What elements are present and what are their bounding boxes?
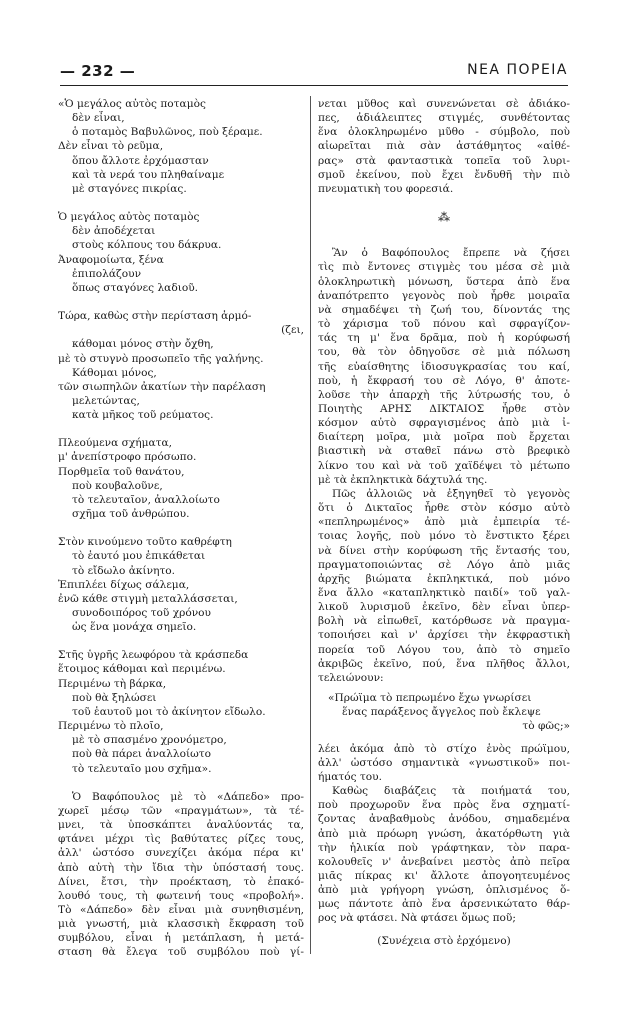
text-line: λοῦσε τὴν ἀπαρχὴ τῆς λύτρωσής του, ὁ bbox=[318, 388, 570, 401]
text-line: Περιμένω τὸ πλοῖο, bbox=[58, 720, 164, 733]
poem-stanza bbox=[58, 97, 304, 196]
text-line: τὸ τελευταῖο μου σχῆμα». bbox=[72, 762, 212, 775]
text-line: ἕνας παράξενος ἄγγελος ποὺ ἔκλεψε bbox=[342, 706, 541, 719]
text-line: ἕνα ἄλλο «καταπληκτικὸ παιδί» τοῦ γαλ- bbox=[318, 587, 570, 599]
prose-paragraph bbox=[318, 246, 570, 487]
prose-paragraph bbox=[318, 97, 570, 196]
text-line: τῶν σιωπηλῶν ἀκατίων τὴν παρέλαση bbox=[58, 380, 266, 393]
text-line: ὅπως σταγόνες λαδιοῦ. bbox=[72, 281, 199, 294]
text-line: ἀκριβῶς ἐκεῖνο, πού, ἕνα πλῆθος ἄλλοι, bbox=[318, 657, 570, 670]
text-line: σχῆμα τοῦ ἀνθρώπου. bbox=[72, 508, 190, 521]
text-line: Δὲν εἶναι τὸ ρεῦμα, bbox=[58, 140, 164, 153]
text-line: ποὺ θὰ ξηλώσει bbox=[72, 691, 157, 704]
poem-stanza bbox=[58, 535, 304, 634]
text-line: ὁλοκληρωτικὴ μόνωση, ὕστερα ἀπὸ ἕνα bbox=[318, 275, 570, 288]
header-rule bbox=[60, 85, 568, 86]
text-line: ἀλλ' ὡστόσο συνεχίζει ἀκόμα πέρα κι' bbox=[58, 847, 304, 860]
text-line: τάς τη μ' ἕνα δρᾶμα, ποὺ ἡ κορύφωσή bbox=[318, 332, 570, 345]
text-line: στοὺς κόλπους του δάκρυα. bbox=[72, 239, 222, 252]
text-line: ὡς ἕνα μονάχα σημεῖο. bbox=[72, 621, 197, 634]
text-line: Καθὼς διαβάζεις τὰ ποιήματά του, bbox=[332, 785, 570, 798]
text-line: Στῆς ὑγρῆς λεωφόρου τὰ κράσπεδα bbox=[58, 649, 249, 662]
text-line: Ὁ Βαφόπουλος μὲ τὸ «Δάπεδο» προ- bbox=[72, 790, 304, 803]
left-column bbox=[58, 97, 304, 960]
text-line: πραγματοποιώντας σὲ Λόγο ἀπὸ μιᾶς bbox=[318, 558, 570, 571]
prose-paragraph bbox=[318, 784, 570, 926]
text-line: μὲ σταγόνες πικρίας. bbox=[72, 182, 187, 195]
text-line: τὸ τελευταῖον, ἀναλλοίωτο bbox=[72, 493, 220, 506]
text-line: τὸ ἑαυτό μου ἐπικάθεται bbox=[72, 550, 206, 563]
text-line: Ὁ μεγάλος αὐτὸς ποταμὸς bbox=[58, 211, 200, 224]
text-line: ὅπου ἄλλοτε ἐρχόμασταν bbox=[72, 154, 209, 167]
text-line: ἀναπότρεπτο γεγονὸς ποὺ ἦρθε μοιραῖα bbox=[318, 289, 570, 302]
text-line: νὰ σημαδέψει τὴ ζωή του, δίνοντάς της bbox=[318, 303, 570, 316]
text-line: «πεπληρωμένος» ἀπὸ μιὰ ἐμπειρία τέ- bbox=[318, 516, 570, 529]
text-line: λίκνο του καὶ νὰ τοῦ χαϊδέψει τὸ μέτωπο bbox=[318, 459, 570, 472]
text-line: Πῶς ἀλλοιῶς νὰ ἐξηγηθεῖ τὸ γεγονὸς bbox=[332, 487, 570, 500]
poem-stanza bbox=[58, 436, 304, 521]
text-line: Στὸν κινούμενο τοῦτο καθρέφτη bbox=[58, 536, 232, 549]
text-line: Δίνει, ἔτσι, τὴν προέκταση, τὸ ἐπακό- bbox=[58, 875, 304, 888]
text-line: σταση θὰ ἔλεγα τοῦ συμβόλου ποὺ γί- bbox=[58, 946, 304, 959]
text-line: μνει, τὰ ὑποσκάπτει ἀναλύοντάς τα, bbox=[58, 819, 304, 832]
text-line: μως πάντοτε ἀπὸ ἕνα ἀρσενικώτατο θάρ- bbox=[318, 898, 570, 911]
text-line: μὲ τὸ στυγνὸ προσωπεῖο τῆς γαλήνης. bbox=[58, 352, 264, 365]
text-line: βολὴ νὰ εἰπωθεῖ, κατόρθωσε νὰ πραγμα- bbox=[318, 615, 570, 628]
poem-stanza bbox=[58, 309, 304, 422]
text-line: ρας» στὰ φανταστικὰ τοπεῖα τοῦ λυρι- bbox=[318, 154, 570, 167]
text-line: ποὺ προχωροῦν ἕνα πρὸς ἕνα σχηματί- bbox=[318, 799, 570, 812]
text-line: Πλεούμενα σχήματα, bbox=[58, 437, 173, 450]
text-line: συνοδοιπόρος τοῦ χρόνου bbox=[72, 607, 211, 619]
text-line: τῆς εὐαίσθητης ἰδιοσυγκρασίας του καί, bbox=[318, 360, 570, 373]
text-line: ποὺ, ἡ ἔκφρασή του σὲ Λόγο, θ' ἀποτε- bbox=[318, 374, 570, 387]
text-line: Ἂν ὁ Βαφόπουλος ἔπρεπε νὰ ζήσει bbox=[332, 247, 570, 260]
text-line: ἐνῶ κάθε στιγμὴ μεταλλάσσεται, bbox=[58, 592, 238, 605]
right-column bbox=[318, 97, 570, 948]
text-line: Τώρα, καθὼς στὴν περίσταση ἁρμό- bbox=[58, 310, 252, 323]
page-number: — 232 — bbox=[60, 62, 136, 80]
text-line: ποὺ θὰ πάρει ἀναλλοίωτο bbox=[72, 748, 211, 761]
text-line: διαίτερη μοῖρα, μιὰ μοῖρα ποὺ ἔρχεται bbox=[318, 431, 570, 444]
text-line: πνευματικὴ του φορεσιά. bbox=[318, 182, 454, 195]
text-line: καὶ τὰ νερά του πληθαίναμε bbox=[72, 168, 225, 181]
section-separator: ⁂ bbox=[438, 210, 450, 225]
text-line: ἀπὸ μιὰ πρόωρη γνώση, ἀκατόρθωτη γιὰ bbox=[318, 827, 570, 840]
text-line: (ζει, bbox=[281, 324, 304, 337]
text-line: κόσμον αὐτὸ σφραγισμένος ἀπὸ μιὰ ἰ- bbox=[318, 417, 570, 430]
text-line: μὲ τὸ σπασμένο χρονόμετρο, bbox=[72, 734, 227, 747]
text-line: τὸ χάρισμα τοῦ πόνου καὶ σφραγίζον- bbox=[318, 318, 570, 331]
text-line: μὲ τὰ ἐκπληκτικὰ δάχτυλά της. bbox=[318, 473, 488, 486]
poem-stanza bbox=[58, 648, 304, 775]
text-line: βιαστικὴ νὰ σταθεῖ πάνω στὸ βρεφικὸ bbox=[318, 445, 570, 458]
text-line: Ἐπιπλέει δίχως σάλεμα, bbox=[58, 578, 190, 591]
text-line: τελειώνουν: bbox=[318, 671, 384, 684]
text-line: ρος νὰ φτάσει. Νὰ φτάσει ὅμως ποῦ; bbox=[318, 912, 516, 925]
text-line: σμοῦ ἐκείνου, ποὺ ἔχει ἔνδυθῆ τὴν πιὸ bbox=[318, 168, 570, 181]
text-line: ἕνα ὁλοκληρωμένο μῦθο - σύμβολο, ποὺ bbox=[318, 126, 570, 139]
text-line: μιὰ γνωστή, μιὰ κλασσικὴ ἔκφραση τοῦ bbox=[58, 918, 304, 931]
text-line: πες, ἀδιάλειπτες στιγμές, συνθέτοντας bbox=[318, 112, 570, 125]
text-line: τοῦ ἑαυτοῦ μοι τὸ ἀκίνητον εἴδωλο. bbox=[72, 705, 266, 718]
continued-note: (Συνέχεια στὸ ἐρχόμενο) bbox=[377, 934, 511, 947]
prose-paragraph bbox=[318, 487, 570, 685]
text-line: Ποιητὴς ΑΡΗΣ ΔΙΚΤΑΙΟΣ ἦρθε στὸν bbox=[318, 402, 570, 415]
text-line: κατὰ μῆκος τοῦ ρεύματος. bbox=[72, 409, 214, 422]
text-line: του, θὰ τὸν ὁδηγοῦσε σὲ μιὰ πόλωση bbox=[318, 346, 570, 359]
text-line: μ' ἀνεπίστροφο πρόσωπο. bbox=[58, 451, 197, 464]
column-divider bbox=[310, 96, 311, 954]
text-line: λέει ἀκόμα ἀπὸ τὸ στίχο ἑνὸς πρώϊμου, bbox=[318, 742, 570, 755]
text-line: τοιας λογῆς, ποὺ μόνο τὸ ἔνστικτο ξέρει bbox=[318, 530, 570, 543]
prose-paragraph bbox=[318, 742, 570, 784]
text-line: φτάνει μέχρι τὶς βαθύτατες ρίζες τους, bbox=[58, 833, 304, 846]
text-line: ήματός του. bbox=[318, 770, 382, 783]
text-line: Τὸ «Δάπεδο» δὲν εἶναι μιὰ συνηθισμένη, bbox=[58, 903, 304, 916]
prose-paragraph bbox=[58, 790, 304, 960]
text-line: ὅτι ὁ Δικταῖος ἦρθε στὸν κόσμο αὐτὸ bbox=[318, 502, 570, 515]
text-line: συμβόλου, εἶναι ἡ μετάπλαση, ἡ μετά- bbox=[58, 932, 304, 945]
text-line: μελετώντας, bbox=[72, 394, 140, 407]
quoted-verse bbox=[328, 691, 570, 733]
text-line: πορεία τοῦ Λόγου του, ἀπὸ τὸ σημεῖο bbox=[318, 643, 570, 656]
text-line: Πορθμεῖα τοῦ θανάτου, bbox=[58, 465, 185, 478]
text-line: ποὺ κουβαλοῦνε, bbox=[72, 479, 163, 492]
text-line: δὲν εἶναι, bbox=[72, 112, 125, 125]
text-line: ἀρχῆς βιώματα ἐκπληκτικά, ποὺ μόνο bbox=[318, 572, 570, 585]
text-line: ἐπιπολάζουν bbox=[72, 267, 142, 280]
text-line: τὴν ἡλικία ποὺ γράφτηκαν, τὸν παρα- bbox=[318, 841, 570, 854]
text-line: νεται μῦθος καὶ συνενώνεται σὲ ἀδιάκο- bbox=[318, 98, 570, 110]
text-line: δὲν ἀποδέχεται bbox=[72, 225, 156, 238]
text-line: τὸ φῶς;» bbox=[522, 720, 570, 733]
text-line: ζοντας ἀναβαθμοὺς ἀνόδου, σημαδεμένα bbox=[318, 813, 570, 826]
text-line: ἀλλ' ὡστόσο σημαντικὰ «γνωστικοῦ» ποι- bbox=[318, 756, 570, 769]
text-line: ἕτοιμος κάθομαι καὶ περιμένω. bbox=[58, 663, 226, 676]
text-line: ἀπὸ αὐτὴ τὴν ἴδια τὴν ὑπόστασή τους. bbox=[58, 861, 304, 874]
text-line: τοποιήσει καὶ ν' ἀρχίσει τὴν ἐκφραστικὴ bbox=[318, 629, 570, 642]
text-line: Κάθομαι μόνος, bbox=[72, 366, 157, 379]
text-line: ἀπὸ μιὰ γρήγορη γνώση, ὁπλισμένος ὅ- bbox=[318, 884, 570, 897]
magazine-title: ΝΕΑ ΠΟΡΕΙΑ bbox=[467, 62, 568, 78]
text-line: νὰ δίνει στὴν κορύφωση τῆς ἔντασής του, bbox=[318, 544, 570, 557]
text-line: κολουθεῖς ν' ἀνεβαίνει μεστὸς ἀπὸ πεῖρα bbox=[318, 855, 570, 868]
text-line: «Ὁ μεγάλος αὐτὸς ποταμὸς bbox=[58, 98, 206, 110]
text-line: λικοῦ λυρισμοῦ ἐκεῖνο, δὲν εἶναι ὑπερ- bbox=[318, 601, 570, 614]
text-line: τὶς πιὸ ἔντονες στιγμὲς του μέσα σὲ μιὰ bbox=[318, 261, 570, 274]
text-line: κάθομαι μόνος στὴν ὄχθη, bbox=[72, 338, 214, 351]
text-line: αἰωρεῖται πιὰ σὰν ἀστάθμητος «αἰθέ- bbox=[318, 140, 570, 153]
text-line: τὸ εἴδωλο ἀκίνητο. bbox=[72, 564, 176, 577]
text-line: λουθό τους, τὴ φωτεινή τους «προβολή». bbox=[58, 889, 304, 902]
text-line: μιᾶς πίκρας κι' ἄλλοτε ἀπογοητευμένος bbox=[318, 869, 570, 882]
poem-stanza bbox=[58, 210, 304, 295]
text-line: «Πρώϊμα τὸ πεπρωμένο ἔχω γνωρίσει bbox=[328, 692, 532, 705]
text-line: Περιμένω τὴ βάρκα, bbox=[58, 677, 167, 690]
text-line: χωρεῖ μέσῳ τῶν «πραγμάτων», τὰ τέ- bbox=[58, 804, 304, 817]
text-line: ὁ ποταμὸς Βαβυλῶνος, ποὺ ξέραμε. bbox=[72, 126, 263, 139]
text-line: Ἀναφομοίωτα, ξένα bbox=[58, 253, 164, 266]
